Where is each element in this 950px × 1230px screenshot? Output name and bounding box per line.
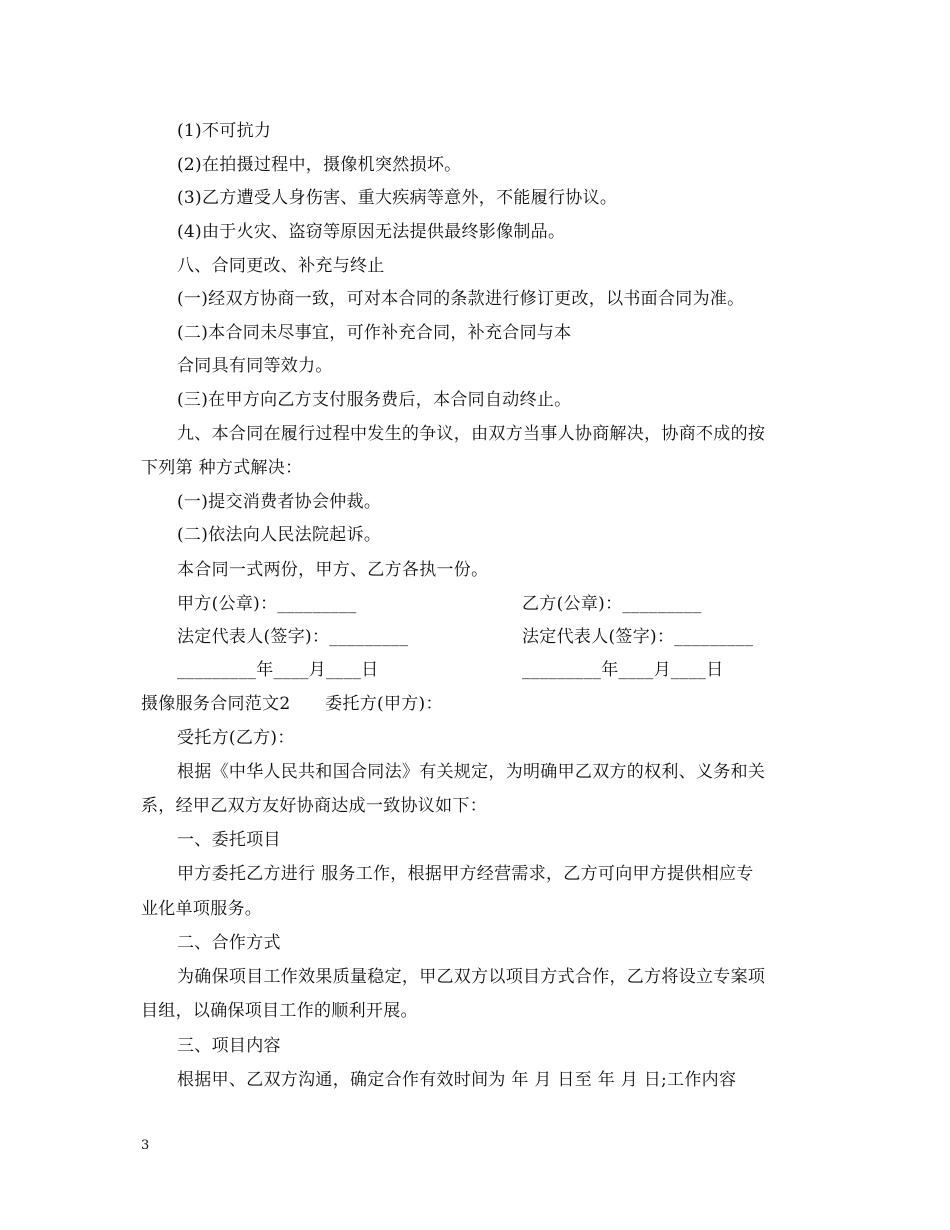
contract-2-section-1-heading: 一、委托项目 [177,830,281,850]
section-8-item-2-part-2: 合同具有同等效力。 [177,356,333,376]
contract-2-trustee: 受托方(乙方)： [177,728,295,748]
contract-2-section-3-line-1: 根据甲、乙双方沟通，确定合作有效时间为 年 月 日至 年 月 日;工作内容 [177,1070,737,1090]
party-b-representative: 法定代表人(签字)：_________ [522,627,754,647]
contract-2-section-1-line-2: 业化单项服务。 [141,899,263,919]
party-a-date: _________年____月____日 [177,660,379,680]
contract-2-section-1-line-1: 甲方委托乙方进行 服务工作，根据甲方经营需求，乙方可向甲方提供相应专 [177,864,754,884]
contract-2-title: 摄像服务合同范文2 委托方(甲方)： [141,694,443,714]
force-majeure-item-3: (3)乙方遭受人身伤害、重大疾病等意外，不能履行协议。 [177,188,618,208]
page-number: 3 [141,1138,150,1153]
contract-2-section-3-heading: 三、项目内容 [177,1036,281,1056]
section-8-item-2-part-1: (二)本合同未尽事宜，可作补充合同，补充合同与本 [177,323,572,343]
section-9-line-2: 下列第 种方式解决： [141,458,303,478]
section-9-item-1: (一)提交消费者协会仲裁。 [177,492,382,512]
contract-2-intro-line-1: 根据《中华人民共和国合同法》有关规定，为明确甲乙双方的权利、义务和关 [177,762,766,782]
contract-2-section-2-line-2: 目组，以确保项目工作的顺利开展。 [141,1001,418,1021]
force-majeure-item-2: (2)在拍摄过程中，摄像机突然损坏。 [177,155,462,175]
party-b-seal: 乙方(公章)：_________ [522,594,702,614]
party-a-representative: 法定代表人(签字)：_________ [177,627,409,647]
contract-2-section-2-heading: 二、合作方式 [177,933,281,953]
section-9-line-1: 九、本合同在履行过程中发生的争议，由双方当事人协商解决，协商不成的按 [177,424,766,444]
section-8-item-3: (三)在甲方向乙方支付服务费后，本合同自动终止。 [177,390,572,410]
contract-2-section-2-line-1: 为确保项目工作效果质量稳定，甲乙双方以项目方式合作，乙方将设立专案项 [177,967,766,987]
section-9-item-2: (二)依法向人民法院起诉。 [177,525,382,545]
party-a-seal: 甲方(公章)：_________ [177,594,357,614]
force-majeure-item-1: (1)不可抗力 [177,121,272,141]
section-8-item-1: (一)经双方协商一致，可对本合同的条款进行修订更改，以书面合同为准。 [177,289,745,309]
contract-2-intro-line-2: 系，经甲乙双方友好协商达成一致协议如下： [141,796,487,816]
section-8-heading: 八、合同更改、补充与终止 [177,256,385,276]
copies-statement: 本合同一式两份，甲方、乙方各执一份。 [177,560,489,580]
force-majeure-item-4: (4)由于火灾、盗窃等原因无法提供最终影像制品。 [177,222,566,242]
party-b-date: _________年____月____日 [522,660,724,680]
